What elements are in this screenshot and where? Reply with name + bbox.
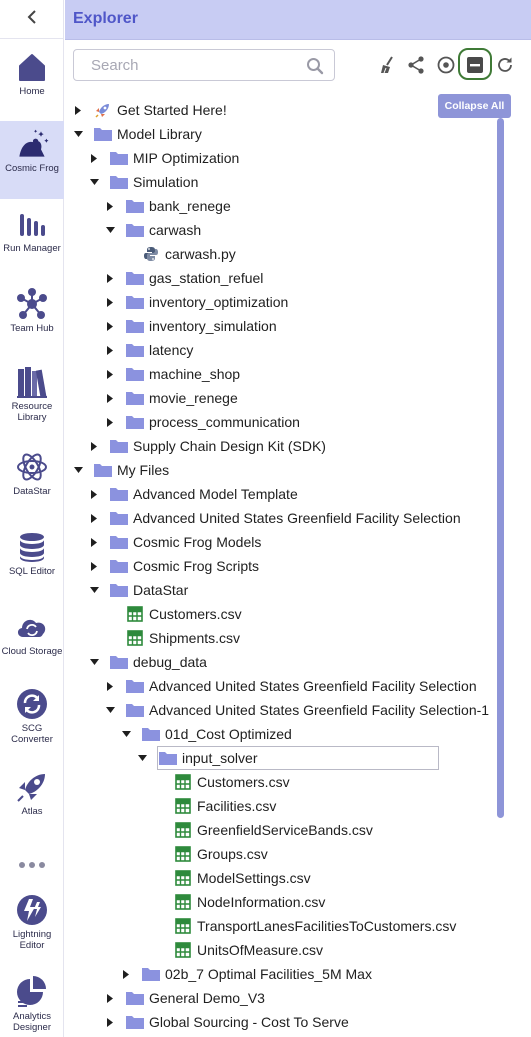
caret-right-icon[interactable] [105, 297, 115, 307]
folder-icon [125, 269, 145, 287]
atom-icon [14, 450, 50, 484]
tree-item-label: Customers.csv [149, 606, 242, 622]
tree-folder-item[interactable] [109, 554, 259, 578]
caret-right-icon[interactable] [105, 1017, 115, 1027]
rocket-icon [14, 770, 50, 804]
caret-down-icon[interactable] [89, 657, 99, 667]
frog-icon [14, 127, 50, 161]
tree-item-label: Facilities.csv [197, 798, 277, 814]
explorer-title: Explorer [73, 10, 138, 27]
caret-down-icon[interactable] [121, 729, 131, 739]
tree-item-label: Global Sourcing - Cost To Serve [149, 1014, 349, 1030]
tree-item-label: Groups.csv [197, 846, 268, 862]
nav-item-run-manager[interactable] [0, 207, 64, 267]
caret-right-icon[interactable] [89, 513, 99, 523]
nav-item-cosmic-frog[interactable] [0, 121, 64, 199]
tree-folder-item[interactable] [125, 674, 477, 698]
nav-item-label: Run Manager [3, 243, 61, 254]
caret-right-icon[interactable] [105, 417, 115, 427]
nav-item-label: Lightning Editor [12, 929, 52, 951]
caret-down-icon[interactable] [73, 465, 83, 475]
tree-file-item[interactable] [173, 914, 456, 938]
tree-folder-item[interactable] [109, 578, 188, 602]
search-input[interactable] [73, 49, 335, 81]
python-file-icon [141, 245, 161, 263]
caret-right-icon[interactable] [105, 681, 115, 691]
caret-down-icon[interactable] [105, 705, 115, 715]
tree-file-item[interactable] [173, 890, 325, 914]
locate-target-icon[interactable] [435, 54, 457, 76]
tree-item-label: Advanced United States Greenfield Facility Selection-1 [149, 702, 490, 718]
tree-folder-item[interactable] [125, 698, 489, 722]
tree-file-item[interactable] [173, 794, 276, 818]
caret-right-icon[interactable] [89, 489, 99, 499]
caret-down-icon[interactable] [89, 177, 99, 187]
caret-right-icon[interactable] [105, 993, 115, 1003]
tree-item-label: Advanced United States Greenfield Facility Selection [149, 678, 477, 694]
tree-item-label: latency [149, 342, 194, 358]
tree-file-item[interactable] [173, 770, 290, 794]
tree-folder-item[interactable] [125, 194, 231, 218]
tree-item-label: movie_renege [149, 390, 238, 406]
caret-right-icon[interactable] [89, 561, 99, 571]
caret-right-icon[interactable] [105, 393, 115, 403]
folder-icon [125, 389, 145, 407]
folder-icon [125, 293, 145, 311]
folder-icon [109, 533, 129, 551]
tree-item-label: Shipments.csv [149, 630, 241, 646]
csv-file-icon [125, 605, 145, 623]
tree-folder-item[interactable] [125, 290, 288, 314]
tree-item-label: bank_renege [149, 198, 231, 214]
folder-icon [141, 725, 161, 743]
folder-icon [125, 197, 145, 215]
tree-folder-item[interactable] [141, 962, 372, 986]
chevron-left-icon [26, 9, 38, 30]
caret-right-icon[interactable] [105, 321, 115, 331]
folder-icon [109, 509, 129, 527]
tree-file-item[interactable] [125, 626, 240, 650]
tree-file-item[interactable] [173, 938, 323, 962]
tree-item-label: Cosmic Frog Models [133, 534, 262, 550]
folder-icon [141, 965, 161, 983]
caret-down-icon[interactable] [89, 585, 99, 595]
tree-folder-item[interactable] [125, 338, 193, 362]
tree-item-label: NodeInformation.csv [197, 894, 326, 910]
tree-folder-item[interactable] [109, 650, 207, 674]
nav-item-label: Team Hub [10, 323, 54, 334]
tree-scrollbar-thumb[interactable] [497, 118, 504, 818]
tree-folder-item[interactable] [125, 362, 240, 386]
tree-item-label: Simulation [133, 174, 199, 190]
tree-file-item[interactable] [93, 98, 227, 122]
tree-item-label: inventory_simulation [149, 318, 277, 334]
tree-file-item[interactable] [141, 242, 236, 266]
tree-item-label: inventory_optimization [149, 294, 289, 310]
nav-item-label: Atlas [21, 806, 43, 817]
nav-item-cloud-storage[interactable] [0, 610, 64, 670]
tree-item-label: ModelSettings.csv [197, 870, 311, 886]
tree-folder-item[interactable] [125, 218, 201, 242]
tree-item-label: Model Library [117, 126, 202, 142]
folder-icon [93, 461, 113, 479]
lightning-icon [14, 893, 50, 927]
tree-folder-item[interactable] [109, 530, 261, 554]
tree-item-label: carwash [149, 222, 202, 238]
books-icon [14, 365, 50, 399]
tree-item-label: UnitsOfMeasure.csv [197, 942, 324, 958]
database-icon [14, 530, 50, 564]
folder-icon [109, 149, 129, 167]
share-icon[interactable] [405, 54, 427, 76]
home-icon [14, 50, 50, 84]
folder-icon [109, 485, 129, 503]
folder-icon [125, 1013, 145, 1031]
folder-icon [125, 413, 145, 431]
tree-folder-item[interactable] [125, 266, 263, 290]
tree-folder-item[interactable] [125, 410, 300, 434]
folder-icon [125, 365, 145, 383]
folder-icon [109, 437, 129, 455]
nav-item-label: Resource Library [11, 401, 53, 423]
folder-icon [109, 173, 129, 191]
pie-chart-icon [14, 975, 50, 1009]
csv-file-icon [173, 917, 193, 935]
tree-item-label: Cosmic Frog Scripts [133, 558, 260, 574]
tree-folder-item[interactable] [157, 746, 439, 770]
tree-folder-item[interactable] [109, 434, 326, 458]
csv-file-icon [173, 773, 193, 791]
tree-item-label: MIP Optimization [133, 150, 240, 166]
nav-item-more[interactable] [0, 853, 64, 877]
search-icon [306, 57, 324, 80]
nav-item-home[interactable] [0, 50, 64, 104]
explorer-header [65, 0, 531, 40]
nav-item-label: Home [19, 86, 45, 97]
caret-right-icon[interactable] [121, 969, 131, 979]
rocket-icon [93, 101, 113, 119]
tree-folder-item[interactable] [109, 482, 298, 506]
tree-item-label: Advanced United States Greenfield Facility Selection [133, 510, 461, 526]
tree-folder-item[interactable] [141, 722, 292, 746]
tree-item-label: DataStar [133, 582, 189, 598]
folder-icon [93, 125, 113, 143]
nav-item-atlas[interactable] [0, 770, 64, 826]
folder-icon [109, 653, 129, 671]
tree-item-label: My Files [117, 462, 170, 478]
nav-item-label: DataStar [13, 486, 51, 497]
tree-folder-item[interactable] [125, 386, 238, 410]
csv-file-icon [125, 629, 145, 647]
caret-right-icon[interactable] [105, 273, 115, 283]
bars-icon [14, 207, 50, 241]
folder-icon [125, 341, 145, 359]
csv-file-icon [173, 821, 193, 839]
nav-item-scg-converter[interactable] [0, 687, 64, 747]
folder-icon [125, 317, 145, 335]
nav-item-resource-library[interactable] [0, 365, 64, 431]
left-nav-rail [0, 0, 64, 1037]
tree-file-item[interactable] [173, 842, 268, 866]
folder-icon [109, 581, 129, 599]
nav-item-label: SCG Converter [11, 723, 53, 745]
tree-item-label: 02b_7 Optimal Facilities_5M Max [165, 966, 372, 982]
caret-right-icon[interactable] [73, 105, 83, 115]
nav-item-team-hub[interactable] [0, 287, 64, 345]
tree-item-label: Get Started Here! [117, 102, 227, 118]
nav-item-label: Cosmic Frog [5, 163, 59, 174]
caret-right-icon[interactable] [89, 441, 99, 451]
selected-item-box [157, 746, 439, 770]
tree-folder-item[interactable] [125, 986, 265, 1010]
tree-item-label: General Demo_V3 [149, 990, 265, 1006]
csv-file-icon [173, 797, 193, 815]
csv-file-icon [173, 941, 193, 959]
nav-item-sql-editor[interactable] [0, 530, 64, 586]
tree-item-label: TransportLanesFacilitiesToCustomers.csv [197, 918, 457, 934]
nav-item-label: Analytics Designer [12, 1011, 52, 1033]
csv-file-icon [173, 845, 193, 863]
tree-file-item[interactable] [173, 818, 373, 842]
csv-file-icon [173, 893, 193, 911]
nav-item-label: SQL Editor [8, 566, 56, 577]
collapse-all-icon[interactable] [464, 54, 486, 76]
tree-item-label: Customers.csv [197, 774, 290, 790]
tree-folder-item[interactable] [109, 146, 239, 170]
caret-right-icon[interactable] [105, 201, 115, 211]
tree-file-item[interactable] [173, 866, 311, 890]
tree-item-label: Advanced Model Template [133, 486, 298, 502]
caret-down-icon[interactable] [137, 753, 147, 763]
nav-item-datastar[interactable] [0, 450, 64, 506]
search-placeholder: Search [91, 57, 139, 74]
caret-right-icon[interactable] [89, 153, 99, 163]
converter-icon [14, 687, 50, 721]
tree-folder-item[interactable] [109, 506, 461, 530]
more-icon [14, 853, 50, 877]
tree-item-label: gas_station_refuel [149, 270, 264, 286]
folder-icon [125, 701, 145, 719]
tree-item-label: process_communication [149, 414, 300, 430]
collapse-nav-button[interactable] [0, 0, 64, 39]
folder-icon [158, 749, 178, 767]
refresh-icon[interactable] [494, 54, 516, 76]
caret-down-icon[interactable] [105, 225, 115, 235]
caret-right-icon[interactable] [105, 345, 115, 355]
cleanup-broom-icon[interactable] [377, 54, 399, 76]
caret-right-icon[interactable] [89, 537, 99, 547]
tree-folder-item[interactable] [109, 170, 198, 194]
tree-folder-item[interactable] [93, 458, 169, 482]
cloud-sync-icon [14, 610, 50, 644]
collapse-all-tooltip: Collapse All [438, 94, 511, 118]
tree-item-label: 01d_Cost Optimized [165, 726, 292, 742]
tree-item-label: machine_shop [149, 366, 241, 382]
hub-icon [14, 287, 50, 321]
folder-icon [125, 677, 145, 695]
tree-item-label: input_solver [182, 750, 258, 766]
csv-file-icon [173, 869, 193, 887]
tree-item-label: GreenfieldServiceBands.csv [197, 822, 373, 838]
tree-folder-item[interactable] [125, 314, 277, 338]
folder-icon [125, 989, 145, 1007]
tree-item-label: Supply Chain Design Kit (SDK) [133, 438, 326, 454]
nav-item-label: Cloud Storage [1, 646, 63, 657]
tree-file-item[interactable] [125, 602, 242, 626]
tree-item-label: carwash.py [165, 246, 236, 262]
tree-item-label: debug_data [133, 654, 207, 670]
caret-right-icon[interactable] [105, 369, 115, 379]
caret-down-icon[interactable] [73, 129, 83, 139]
tree-folder-item[interactable] [125, 1010, 349, 1034]
folder-icon [125, 221, 145, 239]
nav-item-lightning-editor[interactable] [0, 893, 64, 959]
tree-folder-item[interactable] [93, 122, 202, 146]
folder-icon [109, 557, 129, 575]
nav-item-analytics-designer[interactable] [0, 975, 64, 1037]
